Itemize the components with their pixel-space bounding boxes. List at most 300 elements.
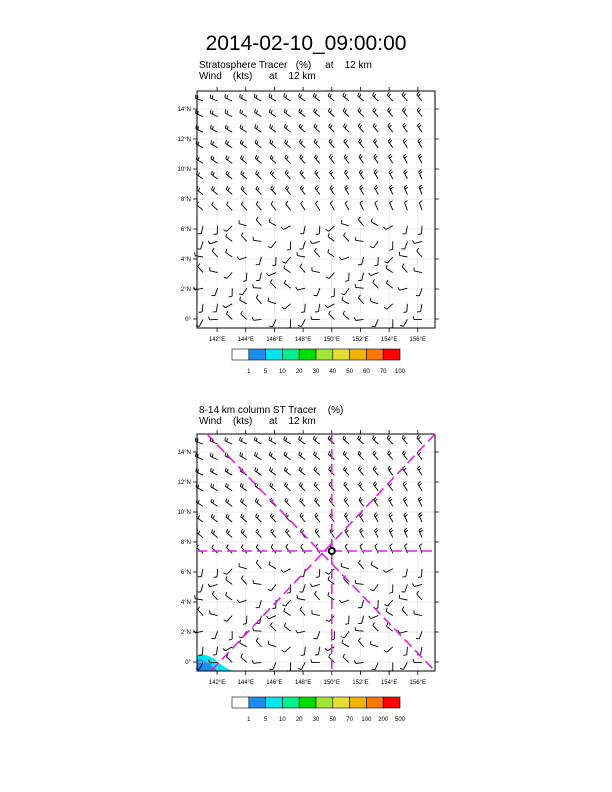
wind-barb-staff bbox=[343, 314, 349, 319]
wind-barb-feather bbox=[285, 482, 287, 485]
wind-barb-feather bbox=[228, 515, 229, 518]
wind-barb-feather bbox=[242, 126, 243, 129]
wind-barb-staff bbox=[286, 600, 291, 606]
wind-barb-feather bbox=[227, 469, 228, 472]
wind-barb-feather bbox=[257, 141, 258, 144]
wind-barb-feather bbox=[272, 530, 274, 533]
wind-barb-staff bbox=[312, 584, 320, 586]
wind-barb-staff bbox=[373, 469, 378, 475]
wind-barb-feather bbox=[287, 249, 290, 250]
wind-barb-staff bbox=[299, 455, 305, 460]
wind-barb-feather bbox=[316, 515, 318, 518]
wind-barb-feather bbox=[226, 576, 227, 579]
wind-barb-feather bbox=[375, 544, 378, 546]
wind-barb bbox=[255, 109, 262, 116]
lat-tick-label: 14°N bbox=[177, 450, 191, 456]
wind-barb bbox=[315, 513, 320, 522]
wind-barb-feather bbox=[404, 125, 406, 128]
wind-barb bbox=[342, 297, 349, 304]
wind-barb-staff bbox=[314, 112, 320, 117]
wind-barb-staff bbox=[253, 288, 261, 289]
wind-barb bbox=[284, 467, 290, 475]
wind-barb-staff bbox=[270, 158, 276, 163]
wind-barb bbox=[344, 513, 349, 522]
wind-barb bbox=[314, 451, 320, 459]
wind-barb bbox=[197, 241, 203, 249]
wind-barb-feather bbox=[345, 544, 348, 546]
wind-barb bbox=[211, 631, 217, 639]
wind-barb-staff bbox=[421, 226, 422, 234]
wind-barb-feather bbox=[242, 157, 243, 160]
wind-barb-staff bbox=[312, 614, 320, 616]
wind-barb-feather bbox=[210, 110, 211, 113]
wind-barb-feather bbox=[296, 287, 298, 290]
wind-barb-feather bbox=[211, 156, 212, 159]
wind-barb-staff bbox=[210, 271, 218, 273]
wind-barb-staff bbox=[211, 487, 218, 491]
wind-barb-feather bbox=[374, 497, 376, 500]
wind-barb bbox=[343, 451, 349, 460]
wind-barb-feather bbox=[345, 484, 347, 487]
wind-barb-feather bbox=[404, 468, 406, 471]
lon-tick-label: 156°E bbox=[409, 337, 427, 343]
colorbar-box bbox=[266, 697, 283, 708]
wind-barb-feather bbox=[284, 436, 285, 439]
wind-barb-staff bbox=[300, 173, 305, 179]
wind-barb-feather bbox=[372, 326, 375, 327]
wind-barb-feather bbox=[226, 171, 227, 174]
wind-barb-staff bbox=[387, 647, 393, 652]
wind-barb bbox=[358, 560, 363, 569]
wind-barb-feather bbox=[354, 660, 355, 663]
wind-barb-staff bbox=[372, 95, 378, 101]
wind-barb-staff bbox=[225, 98, 232, 101]
wind-barb bbox=[211, 468, 218, 475]
wind-barb-staff bbox=[253, 583, 261, 584]
colorbar-label: 10 bbox=[279, 717, 286, 723]
wind-barb-feather bbox=[405, 499, 407, 501]
wind-barb-feather bbox=[301, 655, 304, 656]
wind-barb-staff bbox=[297, 256, 305, 257]
wind-barb-feather bbox=[226, 498, 227, 501]
wind-barb-staff bbox=[285, 143, 291, 148]
wind-barb bbox=[313, 436, 319, 444]
wind-barb bbox=[389, 170, 393, 179]
wind-barb-staff bbox=[284, 127, 290, 132]
wind-barb-staff bbox=[285, 647, 291, 652]
wind-barb-feather bbox=[420, 530, 423, 532]
wind-barb-staff bbox=[212, 594, 217, 600]
wind-barb-feather bbox=[211, 171, 212, 174]
wind-barb-feather bbox=[374, 437, 376, 440]
wind-barb-feather bbox=[374, 513, 376, 516]
wind-barb-feather bbox=[345, 156, 347, 159]
wind-barb-staff bbox=[343, 111, 349, 116]
wind-barb bbox=[404, 513, 408, 522]
wind-barb-feather bbox=[339, 257, 341, 260]
wind-barb bbox=[403, 497, 407, 506]
wind-barb-feather bbox=[330, 201, 332, 204]
wind-barb bbox=[210, 453, 217, 460]
wind-barb-staff bbox=[375, 319, 378, 326]
lat-tick-label: 14°N bbox=[177, 107, 191, 113]
wind-barb-feather bbox=[268, 246, 271, 247]
wind-barb-feather bbox=[329, 482, 331, 485]
lat-tick-label: 12°N bbox=[177, 480, 191, 486]
wind-barb bbox=[284, 109, 291, 117]
wind-barb-feather bbox=[301, 499, 303, 502]
wind-barb-staff bbox=[314, 157, 319, 163]
wind-barb-feather bbox=[224, 277, 227, 279]
wind-barb-feather bbox=[239, 294, 242, 295]
wind-barb-staff bbox=[286, 547, 291, 553]
wind-barb bbox=[299, 93, 306, 101]
wind-barb-staff bbox=[256, 298, 261, 304]
wind-barb-feather bbox=[330, 110, 332, 113]
wind-barb-feather bbox=[286, 156, 288, 159]
wind-barb-feather bbox=[344, 170, 346, 173]
wind-barb-staff bbox=[345, 546, 349, 553]
colorbar-label: 50 bbox=[346, 369, 353, 375]
wind-barb-staff bbox=[270, 173, 276, 179]
wind-barb bbox=[211, 483, 218, 490]
wind-barb bbox=[418, 466, 422, 475]
lon-tick-label: 154°E bbox=[380, 680, 398, 686]
wind-barb bbox=[403, 154, 407, 163]
wind-barb bbox=[388, 123, 393, 132]
wind-barb bbox=[387, 435, 393, 444]
colorbar-label: 20 bbox=[295, 369, 303, 375]
wind-barb bbox=[343, 466, 349, 475]
wind-barb-feather bbox=[241, 186, 243, 189]
wind-barb-staff bbox=[402, 438, 407, 444]
wind-barb bbox=[328, 249, 335, 257]
wind-barb-feather bbox=[390, 187, 393, 189]
wind-barb bbox=[314, 482, 320, 491]
wind-barb-staff bbox=[284, 455, 291, 460]
wind-barb-feather bbox=[344, 139, 346, 142]
wind-barb bbox=[256, 560, 261, 569]
wind-barb-feather bbox=[223, 648, 225, 650]
wind-barb-feather bbox=[286, 110, 287, 113]
wind-barb-feather bbox=[208, 584, 210, 587]
wind-barb bbox=[310, 241, 319, 244]
wind-barb-feather bbox=[384, 605, 387, 607]
wind-barb bbox=[252, 317, 261, 320]
wind-barb bbox=[384, 647, 393, 652]
wind-barb bbox=[194, 287, 203, 290]
wind-barb-staff bbox=[414, 584, 422, 586]
wind-barb bbox=[419, 544, 422, 554]
wind-barb-feather bbox=[266, 273, 268, 276]
wind-barb-feather bbox=[358, 108, 360, 111]
wind-barb bbox=[212, 591, 217, 600]
wind-barb bbox=[198, 226, 203, 234]
wind-barb-staff bbox=[343, 126, 349, 132]
lon-tick-label: 146°E bbox=[266, 680, 283, 686]
wind-barb-feather bbox=[355, 627, 356, 630]
wind-barb bbox=[284, 452, 291, 460]
wind-barb-staff bbox=[402, 267, 407, 273]
wind-barb-feather bbox=[286, 468, 287, 471]
wind-barb-feather bbox=[224, 573, 227, 575]
wind-barb-feather bbox=[419, 156, 422, 158]
lon-tick-label: 150°E bbox=[323, 680, 340, 686]
wind-barb-feather bbox=[325, 305, 327, 308]
colorbar-label: 100 bbox=[361, 717, 372, 723]
cyclone-center-eye bbox=[330, 549, 334, 553]
wind-barb bbox=[370, 584, 378, 590]
wind-barb-staff bbox=[371, 301, 379, 303]
wind-barb-staff bbox=[201, 569, 203, 577]
wind-barb-staff bbox=[195, 256, 203, 257]
wind-barb-staff bbox=[285, 531, 290, 537]
wind-barb-feather bbox=[198, 157, 199, 160]
wind-barb-feather bbox=[256, 453, 257, 456]
wind-barb-feather bbox=[256, 513, 258, 516]
wind-barb-staff bbox=[225, 304, 232, 308]
wind-barb-staff bbox=[270, 282, 276, 288]
wind-barb bbox=[299, 139, 305, 148]
wind-barb-feather bbox=[344, 497, 346, 500]
wind-barb bbox=[226, 155, 232, 163]
wind-barb bbox=[374, 185, 378, 194]
wind-barb-feather bbox=[299, 436, 300, 439]
wind-barb-feather bbox=[404, 483, 406, 486]
wind-barb-staff bbox=[421, 304, 422, 312]
wind-barb-feather bbox=[315, 185, 317, 188]
wind-barb bbox=[371, 561, 378, 568]
colorbar-box bbox=[266, 349, 283, 360]
wind-barb bbox=[359, 482, 364, 491]
wind-barb bbox=[270, 513, 276, 522]
wind-barb-feather bbox=[253, 284, 254, 287]
wind-barb-staff bbox=[386, 283, 392, 288]
wind-barb-feather bbox=[270, 467, 271, 470]
wind-barb-staff bbox=[400, 255, 408, 257]
wind-barb-staff bbox=[406, 226, 407, 234]
wind-barb-feather bbox=[329, 497, 331, 500]
wind-barb-feather bbox=[271, 126, 272, 129]
wind-barb-feather bbox=[372, 435, 374, 438]
wind-barb bbox=[359, 170, 363, 179]
colorbar-label: 1 bbox=[247, 717, 251, 723]
wind-barb-feather bbox=[286, 484, 288, 487]
wind-barb-feather bbox=[301, 453, 302, 456]
wind-barb bbox=[372, 435, 378, 444]
wind-barb-feather bbox=[328, 233, 329, 236]
wind-barb-staff bbox=[225, 471, 232, 475]
wind-barb bbox=[226, 514, 232, 522]
wind-barb-feather bbox=[387, 435, 389, 438]
wind-barb-feather bbox=[228, 188, 230, 191]
wind-barb-staff bbox=[271, 532, 276, 538]
wind-barb bbox=[325, 647, 334, 651]
wind-barb-feather bbox=[225, 125, 226, 128]
wind-barb bbox=[212, 545, 218, 554]
wind-barb-feather bbox=[252, 317, 253, 320]
wind-barb-staff bbox=[255, 471, 262, 475]
wind-barb-staff bbox=[271, 241, 276, 247]
wind-barb-staff bbox=[254, 97, 261, 101]
wind-barb-feather bbox=[287, 187, 289, 190]
wind-barb bbox=[223, 304, 232, 308]
wind-barb-feather bbox=[239, 637, 242, 638]
wind-barb bbox=[270, 279, 276, 288]
wind-barb-staff bbox=[285, 188, 290, 194]
wind-barb-feather bbox=[285, 498, 287, 501]
wind-barb bbox=[285, 482, 291, 490]
main-title: 2014-02-10_09:00:00 bbox=[205, 32, 407, 55]
wind-barb-staff bbox=[256, 547, 261, 553]
wind-barb bbox=[314, 591, 319, 600]
wind-barb-staff bbox=[371, 565, 378, 569]
wind-barb-staff bbox=[227, 616, 232, 622]
wind-barb-feather bbox=[240, 155, 241, 158]
wind-barb-staff bbox=[211, 471, 218, 475]
wind-barb bbox=[315, 304, 320, 312]
wind-barb bbox=[197, 545, 203, 553]
wind-barb-feather bbox=[285, 186, 287, 189]
wind-barb bbox=[355, 284, 364, 288]
wind-barb bbox=[254, 437, 261, 444]
wind-barb-feather bbox=[226, 592, 227, 595]
wind-barb-feather bbox=[271, 95, 272, 98]
wind-barb-feather bbox=[419, 452, 421, 455]
wind-barb-feather bbox=[405, 156, 407, 158]
wind-barb-feather bbox=[372, 92, 374, 95]
wind-barb-feather bbox=[227, 141, 228, 144]
wind-barb-staff bbox=[403, 662, 407, 669]
wind-barb-feather bbox=[314, 467, 316, 470]
wind-barb-staff bbox=[285, 304, 291, 309]
wind-barb-feather bbox=[314, 124, 316, 127]
wind-barb-staff bbox=[226, 237, 232, 242]
wind-barb bbox=[224, 273, 233, 279]
wind-barb bbox=[343, 654, 349, 662]
wind-barb-feather bbox=[242, 141, 243, 144]
wind-barb-feather bbox=[371, 218, 372, 221]
wind-barb-feather bbox=[299, 93, 300, 96]
wind-barb-feather bbox=[301, 110, 302, 113]
wind-barb-feather bbox=[405, 171, 408, 173]
wind-barb-staff bbox=[405, 203, 408, 210]
wind-barb-staff bbox=[211, 532, 217, 537]
wind-barb-feather bbox=[326, 620, 329, 622]
panel-2-subtitle-wind: Wind (kts) at 12 km bbox=[199, 416, 316, 427]
wind-barb-staff bbox=[202, 647, 203, 655]
wind-barb bbox=[299, 584, 305, 592]
wind-barb-feather bbox=[257, 126, 258, 129]
wind-barb bbox=[300, 226, 305, 234]
wind-barb-feather bbox=[272, 156, 274, 159]
wind-barb bbox=[300, 264, 305, 273]
wind-barb-feather bbox=[326, 230, 329, 232]
wind-barb bbox=[418, 154, 422, 163]
wind-barb-feather bbox=[343, 108, 345, 111]
wind-barb bbox=[343, 123, 349, 132]
colorbar-label: 20 bbox=[295, 717, 303, 723]
colorbar-box bbox=[383, 697, 400, 708]
wind-barb bbox=[243, 273, 247, 282]
wind-barb-staff bbox=[269, 273, 276, 276]
wind-barb-feather bbox=[241, 514, 243, 517]
wind-barb bbox=[314, 631, 320, 639]
wind-barb-staff bbox=[299, 97, 306, 101]
wind-barb bbox=[269, 437, 276, 444]
wind-barb-staff bbox=[342, 257, 349, 260]
wind-barb bbox=[271, 529, 276, 538]
wind-barb bbox=[326, 616, 334, 622]
wind-barb bbox=[255, 452, 262, 459]
wind-barb bbox=[253, 627, 262, 631]
wind-barb-feather bbox=[213, 484, 214, 487]
wind-barb-feather bbox=[358, 451, 360, 454]
wind-barb-feather bbox=[298, 326, 301, 327]
wind-barb-staff bbox=[211, 502, 218, 506]
wind-barb-staff bbox=[269, 565, 276, 569]
wind-barb bbox=[197, 186, 203, 194]
wind-barb-feather bbox=[300, 607, 302, 610]
wind-barb bbox=[405, 544, 408, 554]
wind-barb-feather bbox=[419, 544, 422, 546]
wind-barb-feather bbox=[255, 452, 256, 455]
wind-barb-staff bbox=[269, 97, 276, 101]
wind-barb-staff bbox=[317, 288, 320, 296]
wind-barb-staff bbox=[373, 625, 378, 631]
wind-barb-feather bbox=[213, 157, 214, 160]
wind-barb bbox=[255, 124, 262, 132]
wind-barb-feather bbox=[286, 438, 287, 441]
wind-barb-staff bbox=[328, 237, 334, 242]
wind-barb-feather bbox=[329, 124, 331, 127]
wind-barb bbox=[226, 249, 233, 257]
wind-barb bbox=[284, 280, 290, 288]
wind-barb bbox=[404, 185, 408, 195]
wind-barb bbox=[374, 528, 378, 537]
wind-barb-feather bbox=[342, 297, 343, 300]
wind-barb-staff bbox=[299, 142, 305, 147]
wind-barb bbox=[284, 436, 291, 444]
wind-barb-feather bbox=[400, 668, 403, 669]
wind-barb bbox=[345, 528, 349, 537]
wind-barb-feather bbox=[211, 140, 212, 143]
wind-barb-feather bbox=[402, 435, 404, 438]
wind-barb bbox=[355, 237, 363, 241]
wind-barb-feather bbox=[286, 453, 287, 456]
wind-barb bbox=[209, 316, 218, 319]
wind-barb-feather bbox=[390, 156, 392, 159]
wind-barb-feather bbox=[211, 483, 212, 486]
wind-barb-staff bbox=[225, 113, 232, 117]
wind-barb-feather bbox=[343, 466, 345, 469]
wind-barb bbox=[384, 600, 392, 606]
wind-barb-feather bbox=[345, 110, 347, 113]
wind-barb-staff bbox=[362, 600, 364, 608]
wind-barb bbox=[313, 93, 319, 101]
wind-barb-feather bbox=[243, 531, 245, 534]
colorbar-label: 50 bbox=[329, 717, 337, 723]
wind-barb bbox=[286, 544, 291, 553]
wind-barb-feather bbox=[345, 94, 346, 97]
wind-barb-feather bbox=[404, 185, 407, 187]
wind-barb-feather bbox=[298, 669, 301, 670]
panel-1-subtitle-tracer: Stratosphere Tracer (%) at 12 km bbox=[199, 60, 372, 71]
wind-barb bbox=[198, 264, 203, 273]
colorbar-box bbox=[383, 349, 400, 360]
wind-barb-feather bbox=[226, 311, 228, 314]
wind-barb-feather bbox=[214, 234, 217, 235]
